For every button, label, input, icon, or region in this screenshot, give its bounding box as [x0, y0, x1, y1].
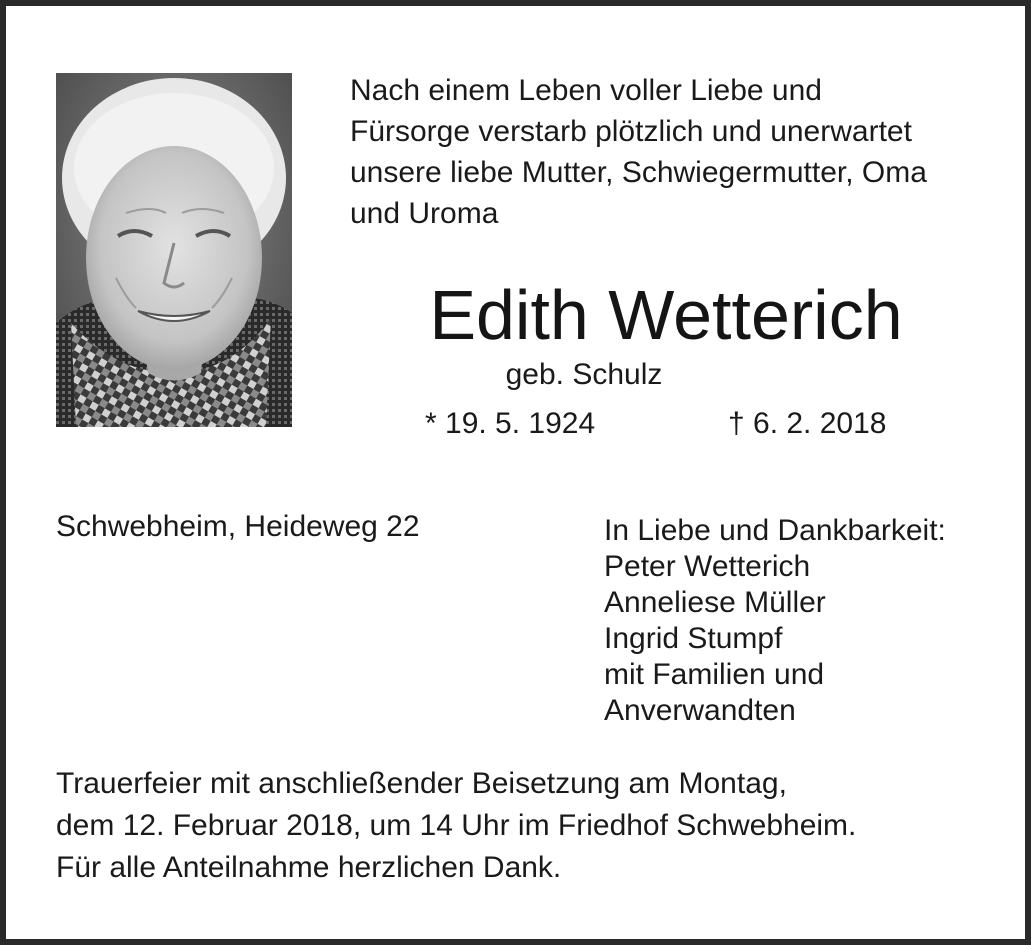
- deceased-name: Edith Wetterich: [429, 276, 903, 354]
- birth-name: geb. Schulz: [505, 358, 663, 391]
- ceremony-line: Trauerfeier mit anschließender Beisetzung am Montag,: [56, 767, 787, 800]
- signer-name: Ingrid Stumpf: [604, 622, 783, 655]
- address: Schwebheim, Heideweg 22: [56, 510, 420, 543]
- signer-families: mit Familien und: [604, 658, 825, 691]
- signers-heading: In Liebe und Dankbarkeit:: [604, 514, 946, 547]
- signers-block: [604, 513, 1014, 729]
- death-date: † 6. 2. 2018: [728, 407, 887, 440]
- ceremony-line: dem 12. Februar 2018, um 14 Uhr im Friedhof Schwebheim.: [56, 809, 857, 842]
- signer-relatives: Anverwandten: [604, 694, 796, 727]
- birth-date: * 19. 5. 1924: [425, 407, 596, 440]
- ceremony-text: [56, 763, 1016, 889]
- intro-text: Nach einem Leben voller Liebe und Fürsorge verstarb plötzlich und unerwartet unsere liebe Mutter, Schwiegermutter, Oma und Uroma: [350, 74, 927, 230]
- thanks-line: Für alle Anteilnahme herzlichen Dank.: [56, 851, 562, 884]
- signer-name: Peter Wetterich: [604, 550, 811, 583]
- signer-name: Anneliese Müller: [604, 586, 826, 619]
